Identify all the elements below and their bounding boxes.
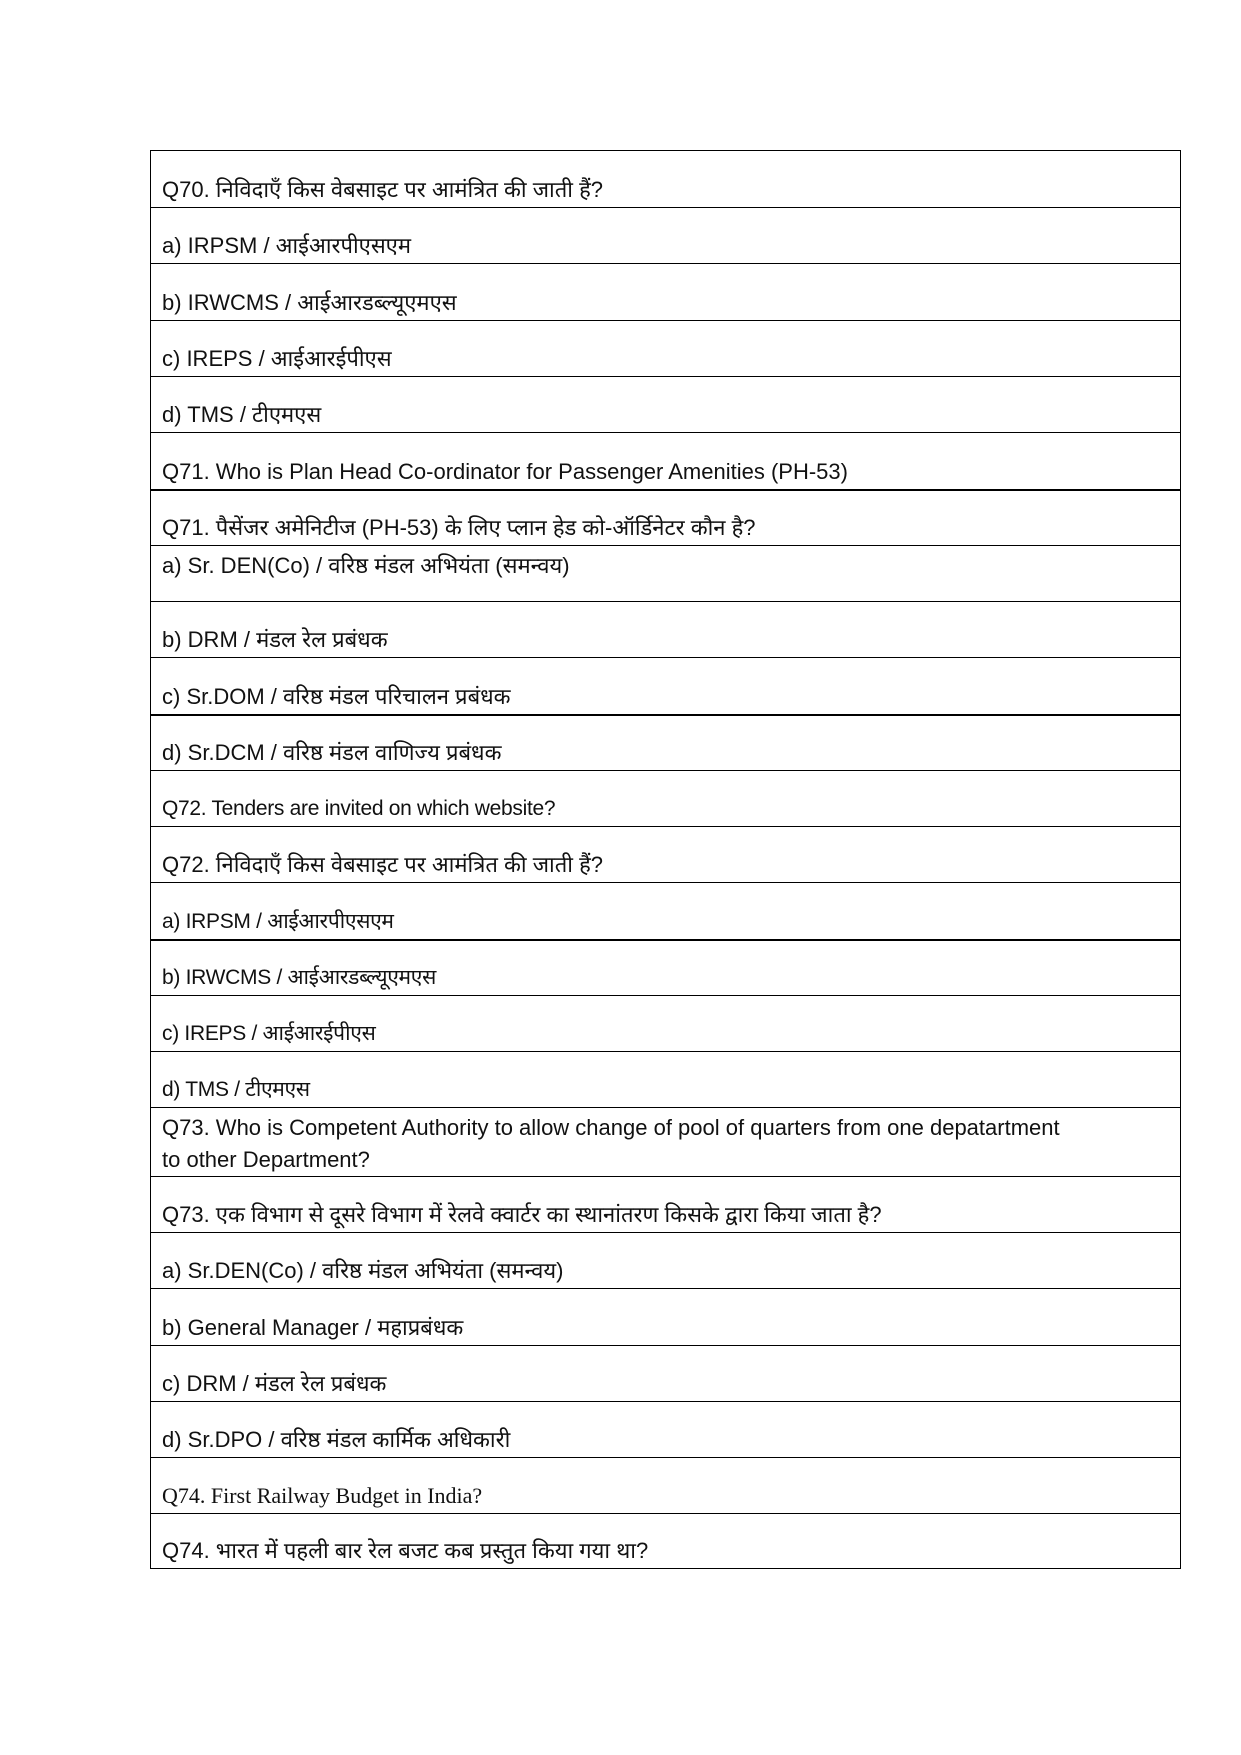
row-text: Q71. Who is Plan Head Co-ordinator for Passenger Amenities (PH-53) (162, 459, 848, 484)
q70-option-c (151, 320, 1180, 376)
row-text: Q73. एक विभाग से दूसरे विभाग में रेलवे क्वार्टर का स्थानांतरण किसके द्वारा किया जाता है? (162, 1202, 882, 1227)
row-text: b) General Manager / महाप्रबंधक (162, 1315, 464, 1340)
q73-option-a (151, 1232, 1180, 1288)
row-text: a) IRPSM / आईआरपीएसएम (162, 910, 394, 933)
row-text: Q74. First Railway Budget in India? (162, 1483, 483, 1508)
q72-option-b (151, 939, 1180, 995)
row-text: a) IRPSM / आईआरपीएसएम (162, 233, 412, 258)
q72-option-d (151, 1051, 1180, 1107)
row-text: b) IRWCMS / आईआरडब्ल्यूएमएस (162, 966, 437, 989)
q73-option-d (151, 1401, 1180, 1457)
q70-option-a (151, 207, 1180, 263)
row-text: b) DRM / मंडल रेल प्रबंधक (162, 627, 388, 652)
q72-hindi-question (151, 826, 1180, 882)
row-text: c) IREPS / आईआरईपीएस (162, 346, 392, 371)
q71-option-b (151, 601, 1180, 657)
q71-hindi-question (151, 489, 1180, 545)
row-text: a) Sr. DEN(Co) / वरिष्ठ मंडल अभियंता (समन्वय) (162, 553, 570, 578)
row-text: a) Sr.DEN(Co) / वरिष्ठ मंडल अभियंता (समन्वय) (162, 1258, 564, 1283)
q70-option-d (151, 376, 1180, 432)
row-text: d) TMS / टीएमएस (162, 1078, 310, 1101)
row-text: Q73. Who is Competent Authority to allow change of pool of quarters from one depatartment to other Department? (162, 1115, 1060, 1172)
q72-option-a (151, 882, 1180, 939)
row-text: b) IRWCMS / आईआरडब्ल्यूएमएस (162, 290, 457, 315)
row-text: d) TMS / टीएमएस (162, 402, 322, 427)
row-text: c) DRM / मंडल रेल प्रबंधक (162, 1371, 387, 1396)
row-text: d) Sr.DCM / वरिष्ठ मंडल वाणिज्य प्रबंधक (162, 740, 502, 765)
q71-option-c (151, 657, 1180, 714)
q73-english-question (151, 1107, 1180, 1176)
q73-option-b (151, 1288, 1180, 1345)
row-text: Q72. Tenders are invited on which website? (162, 797, 556, 820)
row-text: Q71. पैसेंजर अमेनिटीज (PH-53) के लिए प्लान हेड को-ऑर्डिनेटर कौन है? (162, 515, 756, 540)
q73-hindi-question (151, 1176, 1180, 1232)
row-text: Q74. भारत में पहली बार रेल बजट कब प्रस्तुत किया गया था? (162, 1538, 649, 1563)
row-text: c) Sr.DOM / वरिष्ठ मंडल परिचालन प्रबंधक (162, 684, 511, 709)
q72-option-c (151, 995, 1180, 1051)
q74-english-question (151, 1457, 1180, 1513)
q70-hindi-question (151, 151, 1180, 207)
row-text: d) Sr.DPO / वरिष्ठ मंडल कार्मिक अधिकारी (162, 1427, 511, 1452)
question-table (150, 150, 1181, 1569)
row-text: Q72. निविदाएँ किस वेबसाइट पर आमंत्रित की जाती हैं? (162, 852, 603, 877)
row-text: Q70. निविदाएँ किस वेबसाइट पर आमंत्रित की जाती हैं? (162, 177, 603, 202)
row-text: c) IREPS / आईआरईपीएस (162, 1022, 376, 1045)
q70-option-b (151, 263, 1180, 320)
q71-option-a (151, 545, 1180, 601)
q73-option-c (151, 1345, 1180, 1401)
q71-option-d (151, 714, 1180, 770)
q71-english-question (151, 432, 1180, 489)
q74-hindi-question (151, 1513, 1180, 1568)
q72-english-question (151, 770, 1180, 826)
